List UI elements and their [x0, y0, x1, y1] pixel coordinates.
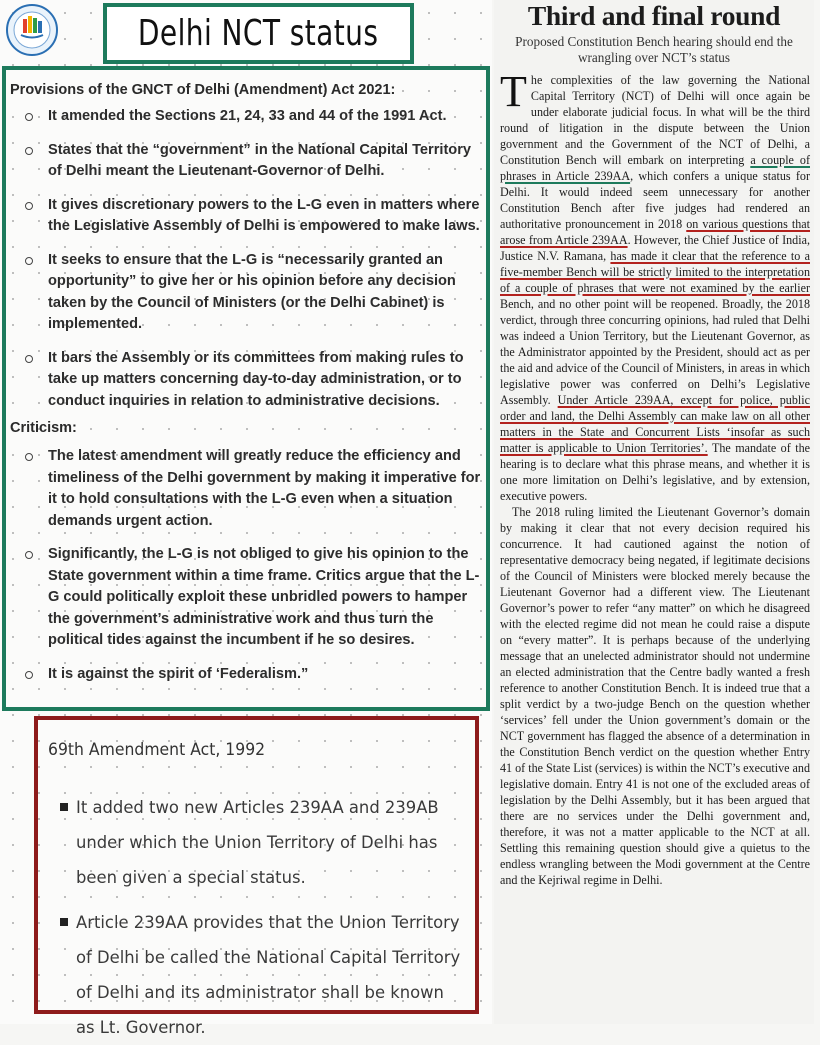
list-item: The latest amendment will greatly reduce the efficiency and timeliness of the Delhi government by making it imperative for it to hold consultations with the L-G even when a situation demands urgent action. [10, 446, 486, 532]
article-subhead: Proposed Constitution Bench hearing should end the wrangling over NCT’s status [515, 34, 793, 65]
list-item: It amended the Sections 21, 24, 33 and 44 of the 1991 Act. [10, 106, 486, 128]
drop-cap: T [500, 67, 527, 116]
list-item: It bars the Assembly or its committees from making rules to take up matters concerning day-to-day administration, or to conduct inquiries in relation to administrative decisions. [10, 348, 486, 413]
highlight-green: a couple of phrases in Article 239AA [500, 153, 810, 183]
list-item: It seeks to ensure that the L-G is “necessarily granted an opportunity” to give her or his opinion before any decision taken by the Council of Ministers (or the Delhi Cabinet) is implemented. [10, 250, 486, 336]
article-text: . However, the Chief Justice of India, Justice N.V. Ramana, [500, 233, 810, 263]
provisions-heading: Provisions of the GNCT of Delhi (Amendment) Act 2021: [10, 82, 396, 98]
page-title: Delhi NCT status [138, 13, 379, 54]
lucent-ias-logo [4, 3, 60, 57]
list-item: States that the “government” in the National Capital Territory of Delhi meant the Lieutenant-Governor of Delhi. [10, 140, 486, 183]
list-item: It is against the spirit of ‘Federalism.” [10, 664, 486, 686]
provisions-list [10, 106, 486, 412]
criticism-list [10, 446, 486, 685]
article-paragraph: The 2018 ruling limited the Lieutenant Governor’s domain by making it clear that not every decision required his concurrence. It had cautioned against the notion of representative democracy being negated, if legitimate decisions of the Council of Ministers were blocked merely because the Lieutenant Governor had a different view. The Lieutenant Governor’s power to refer “any matter” on which he disagreed with the elected regime did not mean he could raise a dispute on “every matter”. It is perhaps because of the underlying message that an unelected administrator should not undermine an elected administration that the Centre badly wanted a fresh reference to another Constitution Bench. It is indeed true that a split verdict by a two-judge Bench on the question whether ‘services’ fell under the Union government’s domain or the NCT government has flagged the absence of a determination in the Constitution Bench verdict on the question whether Entry 41 of the State List (services) is within the NCT’s executive and legislative domain. Entry 41 is not one of the excluded areas of legislation by the Delhi Assembly, but it has been argued that there are no services under the Delhi government and, therefore, it was not a matter applicable to the NCT at all. Settling this remaining question should give a quietus to the endless wrangling between the Modi government at the Centre and the Kejriwal regime in Delhi. [500, 505, 810, 887]
article-text: , which confers a unique status for Delhi. It would indeed seem unnecessary for another Constitution Bench after five judges had rendered an authoritative pronouncement in 2018 [500, 169, 810, 231]
list-item: Article 239AA provides that the Union Territory of Delhi be called the National Capital Territory of Delhi and its administrator shall be known as Lt. Governor. [46, 905, 467, 1045]
article-text: he complexities of the law governing the National Capital Territory (NCT) of Delhi will once again be under elaborate judicial focus. In what will be the third round of litigation in the dispute between the Union government and the Government of the NCT of Delhi, a Constitution Bench will embark on interpreting [500, 73, 810, 167]
newspaper-article [494, 0, 814, 1024]
title-box [103, 3, 414, 64]
article-text: Bench, and no other point will be reopened. Broadly, the 2018 verdict, through three concurring opinions, had ruled that Delhi was indeed a Union Territory, but the Lieutenant Governor, as the Administrator appointed by the President, should act as per the aid and advice of the Council of Ministers, in areas in which legislative power was conferred on Delhi’s Legislative Assembly. [500, 297, 810, 407]
article-headline: Third and final round [527, 0, 781, 31]
list-item: It added two new Articles 239AA and 239AB under which the Union Territory of Delhi has been given a special status. [46, 790, 467, 895]
list-item: It gives discretionary powers to the L-G even in matters where the Legislative Assembly of Delhi is empowered to make laws. [10, 195, 486, 238]
amendment-list [46, 790, 467, 1045]
amendment-box [34, 716, 479, 1037]
list-item: Significantly, the L-G is not obliged to give his opinion to the State government within a time frame. Critics argue that the L-G could politically exploit these unbridled powers to hamper the government’s administrative work and thus turn the political tides against the incumbent if he so desires. [10, 544, 486, 652]
article-body [494, 67, 814, 888]
article-text: The mandate of the hearing is to declare what this phrase means, and whether it is one more limitation on Delhi’s legislative, and by extension, executive powers. [500, 441, 810, 503]
highlight-red: has made it clear that the reference to a five-member Bench will be strictly limited to the interpretation of a couple of phrases that were not examined by the earlier [500, 249, 810, 295]
article-paragraph [500, 67, 810, 504]
provisions-box [2, 66, 490, 711]
criticism-heading: Criticism: [10, 420, 77, 436]
highlight-red: on various questions that arose from Article 239AA [500, 217, 810, 247]
logo-emblem-icon [4, 3, 60, 57]
amendment-title: 69th Amendment Act, 1992 [48, 740, 266, 760]
highlight-red: Under Article 239AA, except for police, public order and land, the Delhi Assembly can make law on all other matters in the State and Concurrent Lists ‘insofar as such matter is applicable to Union Territories’. [500, 393, 810, 455]
